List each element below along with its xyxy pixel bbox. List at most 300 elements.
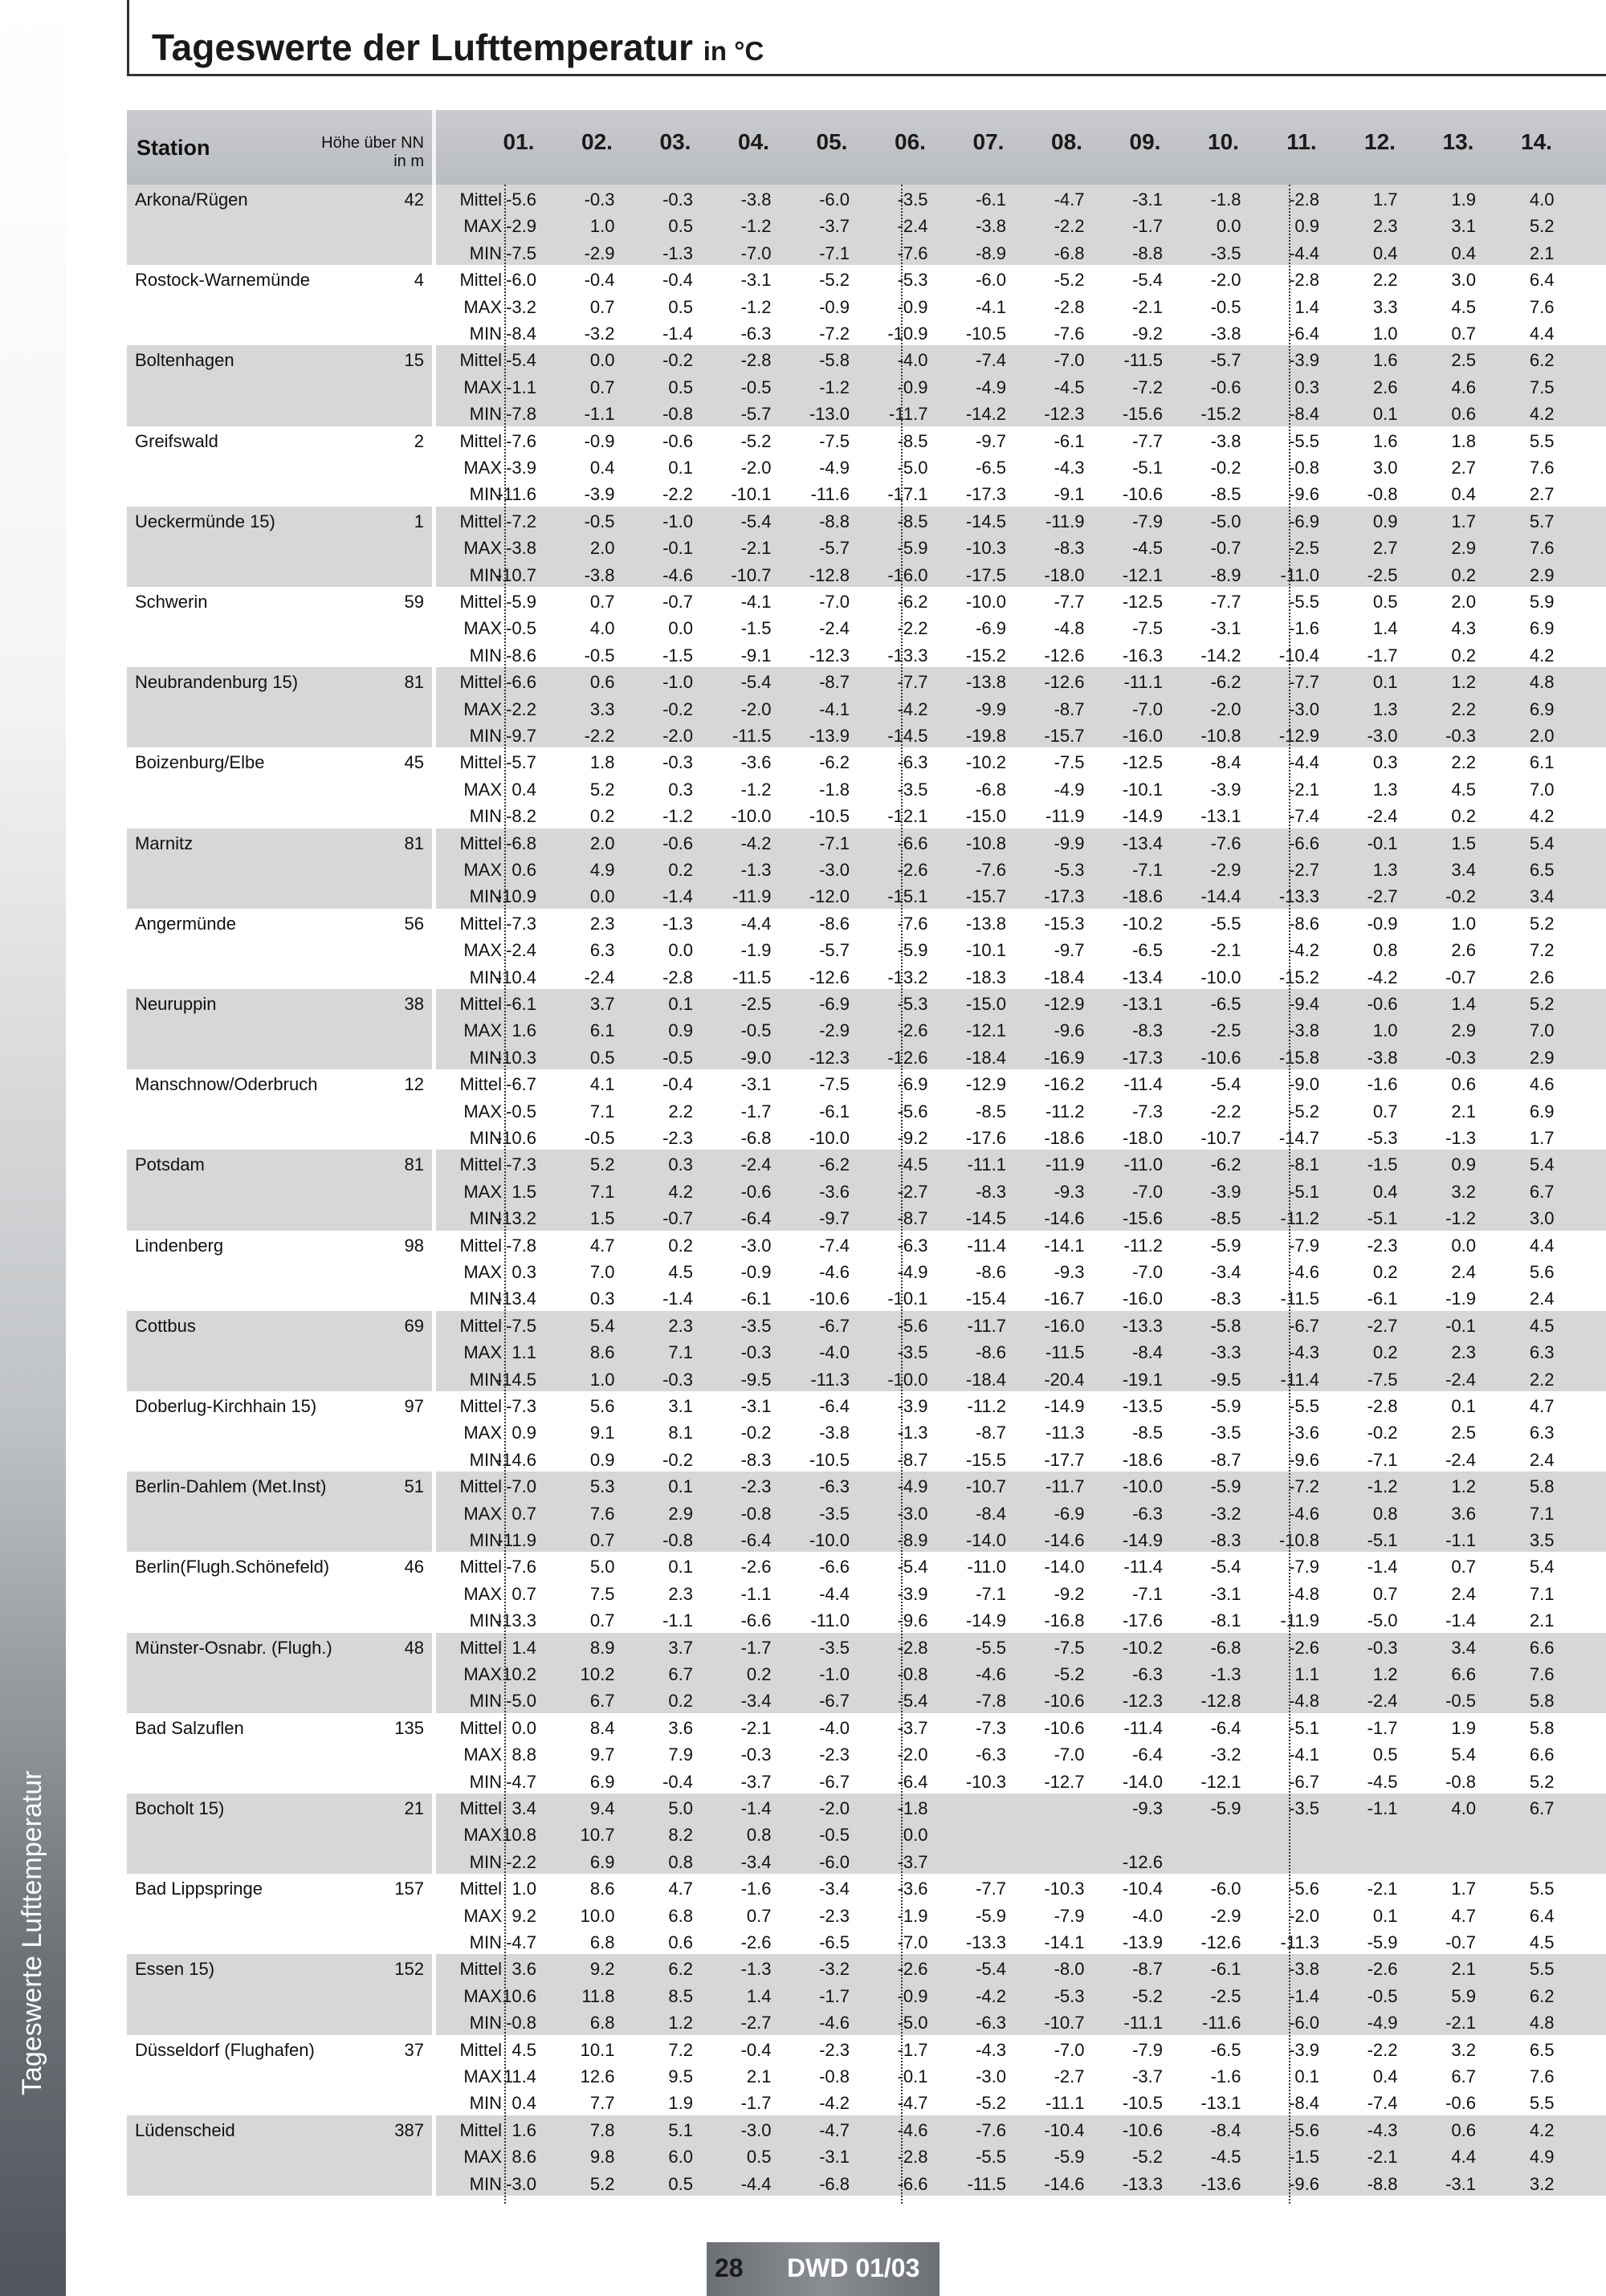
temp-value: -8.3 [976,1181,1006,1202]
temp-value: 1.0 [512,1879,536,1899]
temp-value: 4.5 [1451,779,1476,800]
temp-value: -4.5 [897,1154,928,1175]
temp-value: 10.0 [580,1905,615,1926]
temp-value: -1.9 [1445,1288,1476,1309]
temp-value: 0.4 [1372,242,1398,263]
temp-value: -1.5 [662,645,693,666]
temp-value: -8.9 [976,242,1006,263]
temp-value: 4.9 [1529,2147,1555,2168]
row-label: Mittel [459,913,502,934]
temp-value: -5.8 [1210,1315,1241,1336]
temp-value: -5.0 [1367,1610,1398,1631]
temp-value: -6.9 [976,618,1006,639]
temp-value: -6.3 [1132,1503,1163,1524]
temp-value: -5.2 [1132,2147,1163,2168]
temp-value: 5.2 [1529,994,1555,1014]
temp-value: 0.7 [1372,1101,1398,1122]
station-name: Boltenhagen [135,350,234,371]
temp-value: -6.2 [1210,672,1241,693]
temp-value: -0.8 [819,2066,850,2086]
temp-value: -14.9 [1122,806,1163,827]
station-altitude: 81 [404,1154,424,1175]
temp-value: -12.6 [1044,672,1085,693]
temp-value: 2.3 [668,1583,693,1604]
temp-value: -1.7 [1132,216,1163,237]
temp-value: -6.2 [819,752,850,773]
temp-value: -7.7 [897,672,928,693]
temp-value: 4.7 [1529,1396,1555,1416]
row-label: MAX [463,1101,502,1122]
temp-value: -2.8 [662,967,693,987]
header-altitude-unit: in m [393,153,424,170]
temp-value: -0.4 [584,270,615,291]
temp-value: -0.2 [740,1423,772,1443]
temp-value: -5.4 [976,1959,1006,1980]
temp-value: 4.7 [668,1879,693,1899]
temp-value: 12.6 [580,2066,615,2086]
temp-value: -4.0 [897,350,928,371]
temp-value: -2.1 [740,1717,772,1738]
temp-value: -7.0 [1054,2039,1085,2060]
day-header: 01. [503,129,535,154]
station-altitude: 97 [404,1396,424,1416]
temp-value: -9.6 [897,1610,928,1631]
temp-value: 1.4 [1451,994,1476,1014]
temp-value: -2.2 [506,698,536,719]
temp-value: -10.9 [495,886,536,907]
temp-value: -4.7 [506,1771,536,1792]
temp-value: -3.4 [740,1851,772,1872]
temp-value: 2.5 [1451,1423,1476,1443]
temp-value: 3.6 [512,1959,536,1980]
temp-value: -6.6 [897,2173,928,2194]
temp-value: -5.4 [1210,1074,1241,1095]
temp-value: -5.1 [1289,1717,1319,1738]
temp-value: 8.6 [589,1879,615,1899]
temp-value: -3.5 [1289,1798,1319,1818]
temp-value: -5.6 [506,189,536,210]
temp-value: 7.1 [1529,1503,1555,1524]
day-header: 04. [738,129,769,154]
temp-value: -16.3 [1122,645,1163,666]
station-altitude: 2 [414,430,424,451]
temp-value: -13.3 [887,645,928,666]
temp-value: -0.3 [662,1369,693,1390]
temp-value: -2.9 [584,242,615,263]
temp-value: -2.2 [662,484,693,505]
temp-value: -4.9 [1367,2013,1398,2033]
row-label: Mittel [459,189,502,210]
temp-value: 4.9 [589,860,615,880]
temp-value: -2.9 [506,216,536,237]
temp-value: -3.3 [1210,1342,1241,1363]
station-name: Marnitz [135,833,194,853]
temp-value: -6.4 [740,1530,772,1550]
temp-value: 0.2 [668,1235,693,1256]
row-label: MAX [463,377,502,397]
temp-value: -10.9 [887,324,928,344]
temp-value: -5.5 [1289,430,1319,451]
temp-value: 1.7 [1451,511,1476,531]
temp-value: -5.9 [976,1905,1006,1926]
temp-value: -11.0 [1123,1154,1163,1175]
temp-value: 6.9 [1529,698,1555,719]
row-label: MIN [469,645,502,666]
temp-value: 6.1 [1529,752,1555,773]
temp-value: -0.6 [1367,994,1398,1014]
temp-value: -8.5 [976,1101,1006,1122]
row-label: MAX [463,2147,502,2168]
temp-value: -13.5 [1122,1396,1163,1416]
temp-value: -0.2 [1210,458,1241,478]
temp-value: -7.7 [976,1879,1006,1899]
row-label: Mittel [459,994,502,1014]
temp-value: -1.1 [506,377,536,397]
row-label: MIN [469,404,502,425]
temp-value: -3.2 [506,296,536,317]
temp-value: -13.9 [809,726,850,746]
temp-value: -14.6 [495,1449,536,1470]
temp-value: -6.9 [819,994,850,1014]
temp-value: -12.3 [809,645,850,666]
temp-value: -12.1 [1200,1771,1241,1792]
temp-value: -4.0 [819,1717,850,1738]
temp-value: 0.5 [746,2147,772,2168]
temp-value: 4.5 [1529,1315,1555,1336]
row-label: MAX [463,1744,502,1765]
temp-value: -10.2 [1122,913,1163,934]
temp-value: 6.7 [1529,1181,1555,1202]
temp-value: 10.2 [502,1664,536,1684]
temp-value: 4.5 [512,2039,536,2060]
day-header: 08. [1051,129,1082,154]
temp-value: -0.6 [1445,2093,1476,2114]
temp-value: -18.4 [965,1047,1006,1068]
temp-value: 4.2 [668,1181,693,1202]
temp-value: -0.8 [662,404,693,425]
temp-value: -2.6 [897,1959,928,1980]
temp-value: -10.2 [965,752,1006,773]
row-label: MIN [469,564,502,585]
temp-value: -2.4 [897,216,928,237]
temp-value: -2.5 [1210,1985,1241,2006]
temp-value: -5.3 [897,994,928,1014]
temp-value: 4.7 [589,1235,615,1256]
station-name: Bad Lippspringe [135,1879,263,1899]
temp-value: 2.9 [1451,538,1476,559]
temp-value: 0.7 [589,1610,615,1631]
temp-value: -3.5 [819,1637,850,1658]
temp-value: -13.2 [495,1208,536,1229]
temp-value: -15.8 [1278,1047,1319,1068]
row-label: MIN [469,2013,502,2033]
station-altitude: 157 [394,1879,424,1899]
temp-value: 0.3 [512,1262,536,1282]
temp-value: -12.8 [1200,1691,1241,1712]
temp-value: -11.6 [810,484,850,505]
temp-value: -3.8 [584,564,615,585]
temp-value: 10.6 [502,1985,536,2006]
temp-value: -7.7 [1210,592,1241,612]
temp-value: -2.0 [819,1798,850,1818]
temp-value: -9.3 [1132,1798,1163,1818]
temp-value: -1.7 [1367,1717,1398,1738]
temp-value: -11.3 [1045,1423,1085,1443]
temp-value: -10.1 [731,484,772,505]
issue-label: DWD 01/03 [787,2253,920,2282]
temp-value: -17.7 [1044,1449,1085,1470]
temp-value: -13.4 [1122,967,1163,987]
temp-value: -1.8 [897,1798,928,1818]
temp-value: 1.5 [589,1208,615,1229]
temp-value: -10.6 [809,1288,850,1309]
temp-value: 6.8 [589,2013,615,2033]
temp-value: -3.1 [819,2147,850,2168]
temp-value: 0.7 [512,1503,536,1524]
temp-value: 8.5 [668,1985,693,2006]
temp-value: 4.5 [1529,1932,1555,1952]
row-label: MIN [469,1449,502,1470]
temp-value: 0.9 [1451,1154,1476,1175]
temp-value: -6.4 [1132,1744,1163,1765]
temp-value: 9.8 [589,2147,615,2168]
temp-value: 1.4 [1372,618,1398,639]
temp-value: 0.9 [1372,511,1398,531]
temp-value: -7.1 [1132,1583,1163,1604]
temp-value: -8.7 [1210,1449,1241,1470]
temp-value: -0.5 [506,1101,536,1122]
temp-value: 7.1 [668,1342,693,1363]
temp-value: 6.1 [589,1020,615,1041]
temp-value: -7.6 [506,1557,536,1577]
temp-value: -4.0 [819,1342,850,1363]
temp-value: 7.2 [1529,940,1555,961]
temp-value: -2.0 [1289,1905,1319,1926]
temp-value: 1.0 [1372,324,1398,344]
temp-value: 0.6 [668,1932,693,1952]
temp-value: -1.3 [662,242,693,263]
temp-value: -2.4 [1367,806,1398,827]
temp-value: -1.7 [819,1985,850,2006]
row-label: MAX [463,1503,502,1524]
temp-value: -3.8 [1367,1047,1398,1068]
temp-value: -6.6 [819,1557,850,1577]
temp-value: -5.6 [1289,1879,1319,1899]
temp-value: -11.2 [1123,1235,1163,1256]
temp-value: -5.7 [819,538,850,559]
temp-value: 3.0 [1372,458,1398,478]
station-altitude: 42 [404,189,424,210]
row-label: MAX [463,1342,502,1363]
temp-value: -8.8 [1367,2173,1398,2194]
temp-value: 6.9 [589,1851,615,1872]
temp-value: -6.1 [819,1101,850,1122]
temp-value: 0.9 [589,1449,615,1470]
temp-value: -2.0 [740,698,772,719]
day-header: 07. [972,129,1005,154]
temp-value: -14.5 [965,1208,1006,1229]
temp-value: -5.9 [1054,2147,1085,2168]
temp-value: -8.7 [897,1449,928,1470]
temp-value: -2.0 [1210,698,1241,719]
temp-value: -6.0 [819,1851,850,1872]
temp-value: -6.3 [740,324,772,344]
temp-value: -5.1 [1367,1208,1398,1229]
temp-value: -7.6 [1210,833,1241,853]
temp-value: -3.1 [740,1396,772,1416]
temp-value: 2.0 [589,538,615,559]
temp-value: -11.5 [967,2173,1006,2194]
temp-value: -9.7 [976,430,1006,451]
temp-value: 3.2 [1529,2173,1555,2194]
temp-value: 2.3 [1451,1342,1476,1363]
temp-value: -13.1 [1200,2093,1241,2114]
row-label: Mittel [459,1717,502,1738]
day-header: 05. [816,129,848,154]
temp-value: -18.0 [1122,1128,1163,1148]
row-label: MAX [463,1825,502,1846]
row-label: MIN [469,242,502,263]
temp-value: 10.7 [580,1825,615,1846]
temp-value: -6.7 [1289,1771,1319,1792]
temp-value: -14.1 [1044,1235,1085,1256]
temp-value: -4.7 [819,2119,850,2140]
row-label: MIN [469,1288,502,1309]
temp-value: -10.2 [1122,1637,1163,1658]
temp-value: -13.3 [1122,2173,1163,2194]
temp-value: 6.7 [668,1664,693,1684]
temp-value: 2.9 [1529,1047,1555,1068]
temp-value: 0.4 [1372,2066,1398,2086]
temp-value: 1.2 [1451,672,1476,693]
temp-value: -1.3 [740,860,772,880]
temp-value: 6.6 [1529,1744,1555,1765]
temp-value: -1.4 [1289,1985,1319,2006]
temp-value: 8.6 [589,1342,615,1363]
temp-value: 0.7 [589,1530,615,1550]
temp-value: -5.4 [740,511,772,531]
temp-value: 4.0 [1529,189,1555,210]
temp-value: -11.4 [1123,1557,1163,1577]
temp-value: -7.0 [1132,1181,1163,1202]
temp-value: -10.3 [495,1047,536,1068]
temp-value: -15.6 [1122,1208,1163,1229]
temp-value: -11.3 [1280,1932,1319,1952]
temp-value: -5.2 [819,270,850,291]
temp-value: 2.0 [1529,726,1555,746]
temp-value: -11.0 [967,1557,1006,1577]
temp-value: -5.0 [1210,511,1241,531]
temp-value: -7.2 [819,324,850,344]
station-altitude: 46 [404,1557,424,1577]
temp-value: -8.5 [1132,1423,1163,1443]
temp-value: 1.8 [1451,430,1476,451]
temp-value: -1.9 [740,940,772,961]
temp-value: -0.1 [662,538,693,559]
temp-value: -4.2 [976,1985,1006,2006]
temp-value: -3.7 [819,216,850,237]
temp-value: -4.2 [897,698,928,719]
temp-value: -13.3 [1122,1315,1163,1336]
temp-value: -15.7 [1044,726,1085,746]
temp-value: -2.0 [897,1744,928,1765]
row-label: Mittel [459,1235,502,1256]
row-label: Mittel [459,350,502,371]
temp-value: -3.6 [1289,1423,1319,1443]
temp-value: -3.5 [1210,242,1241,263]
temp-value: -13.1 [1122,994,1163,1014]
temp-value: -10.4 [1278,645,1319,666]
temp-value: -6.1 [740,1288,772,1309]
temp-value: -14.0 [1122,1771,1163,1792]
temp-value: -9.2 [897,1128,928,1148]
temp-value: 0.4 [512,2093,536,2114]
temp-value: -3.5 [897,779,928,800]
temp-value: -0.3 [1367,1637,1398,1658]
temp-value: -19.1 [1122,1369,1163,1390]
temp-value: -2.6 [740,1557,772,1577]
temp-value: -4.6 [1289,1262,1319,1282]
station-name: Angermünde [135,913,236,934]
temp-value: 2.1 [1529,242,1555,263]
temp-value: -8.7 [976,1423,1006,1443]
temp-value: -11.4 [967,1235,1006,1256]
temp-value: 6.9 [589,1771,615,1792]
temp-value: 0.4 [1451,242,1476,263]
temp-value: -12.3 [1122,1691,1163,1712]
temp-value: -0.3 [740,1744,772,1765]
temp-value: -1.5 [740,618,772,639]
temp-value: -16.9 [1044,1047,1085,1068]
temp-value: 1.2 [1372,1664,1398,1684]
temp-value: -6.9 [1054,1503,1085,1524]
temp-value: -13.2 [887,967,928,987]
temp-value: -4.5 [1132,538,1163,559]
temp-value: -10.1 [965,940,1006,961]
temp-value: -7.3 [506,1396,536,1416]
temp-value: -6.1 [1210,1959,1241,1980]
day-header: 11. [1286,129,1317,154]
temp-value: -3.8 [740,189,772,210]
column-divider [432,185,436,2204]
temp-value: -12.7 [1044,1771,1085,1792]
temp-value: -12.6 [1200,1932,1241,1952]
temp-value: -11.7 [1045,1476,1085,1497]
temp-value: -8.5 [1210,1208,1241,1229]
temp-value: -6.2 [1210,1154,1241,1175]
temp-value: 2.4 [1529,1288,1555,1309]
temp-value: -0.9 [897,296,928,317]
temp-value: -2.0 [662,726,693,746]
temp-value: -2.6 [1289,1637,1319,1658]
data-table [127,185,1606,2204]
temp-value: -5.1 [1289,1181,1319,1202]
temp-value: -18.6 [1044,1128,1085,1148]
station-name: Bad Salzuflen [135,1717,244,1738]
temp-value: 5.2 [589,779,615,800]
temp-value: -0.3 [584,189,615,210]
temp-value: -11.4 [1280,1369,1319,1390]
temp-value: -16.8 [1044,1610,1085,1631]
temp-value: 8.9 [589,1637,615,1658]
row-label: MIN [469,1691,502,1712]
temp-value: -0.8 [506,2013,536,2033]
temp-value: -10.1 [1122,779,1163,800]
temp-value: 1.1 [1294,1664,1319,1684]
row-label: MAX [463,618,502,639]
temp-value: -2.0 [1210,270,1241,291]
temp-value: -2.3 [662,1128,693,1148]
